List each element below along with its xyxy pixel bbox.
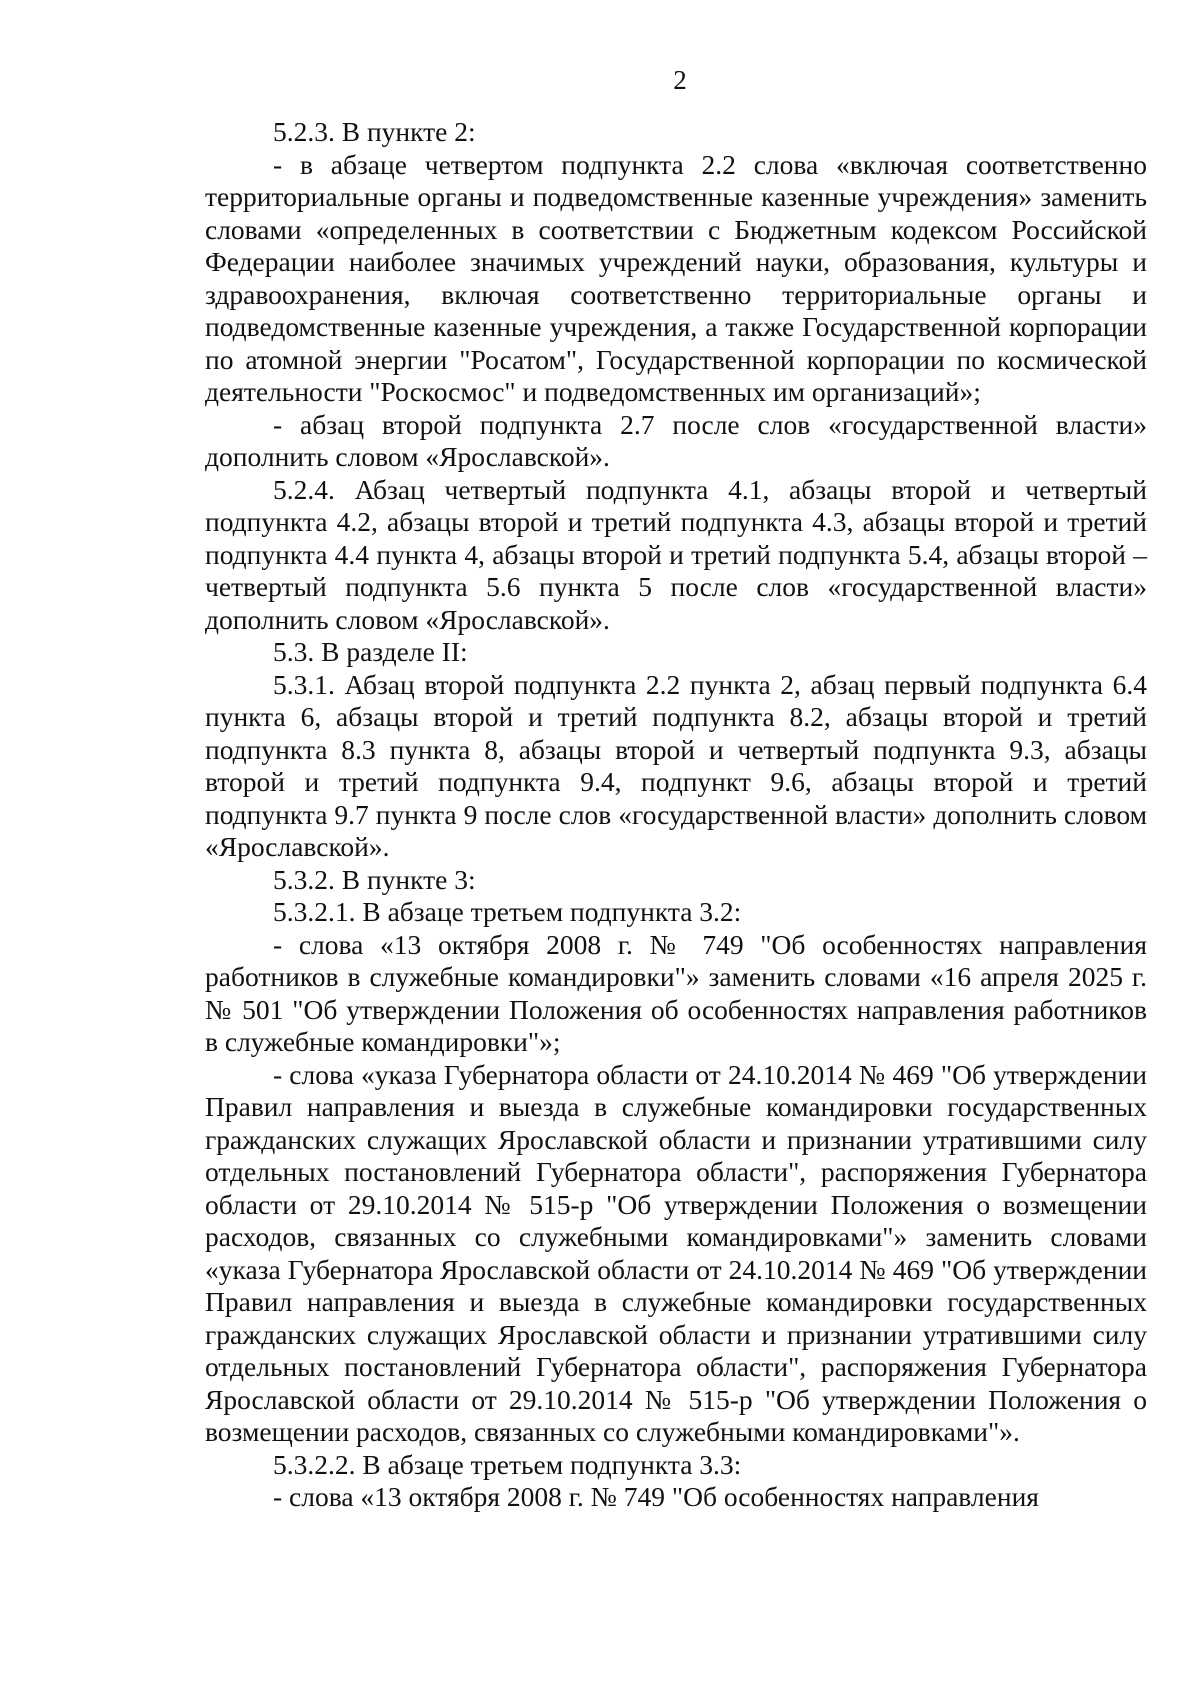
document-body — [205, 116, 1147, 1514]
paragraph-5-3-2-1-heading: 5.3.2.1. В абзаце третьем подпункта 3.2: — [273, 896, 742, 927]
paragraph-5-3-1: 5.3.1. Абзац второй подпункта 2.2 пункта 2, абзац первый подпункта 6.4 пункта 6, абзацы второй и третий подпункта 8.2, абзацы второй и третий подпункта 8.3 пункта 8, абзацы второй и четвертый подпункта 9.3, абзацы второй и третий подпункта 9.4, подпункт 9.6, абзацы второй и третий подпункта 9.7 пункта 9 после слов «государственной власти» дополнить словом «Ярославской». — [205, 668, 1147, 862]
paragraph-5-3-2-2-heading: 5.3.2.2. В абзаце третьем подпункта 3.3: — [273, 1448, 742, 1480]
paragraph-amendment-decree-749: - слова «13 октября 2008 г. № 749 "Об особенностях направления работников в служебные командировки"» заменить словами «16 апреля 2025 г. № 501 "Об утверждении Положения об особенностях направления работников в служебные командировки"»; — [205, 928, 1147, 1057]
paragraph-5-2-3-heading: 5.2.3. В пункте 2: — [273, 116, 476, 147]
paragraph-amendment-2-7: - абзац второй подпункта 2.7 после слов «государственной власти» дополнить словом «Ярославской». — [205, 408, 1147, 472]
page-number: 2 — [673, 65, 687, 95]
paragraph-5-3-heading: 5.3. В разделе II: — [273, 636, 468, 667]
paragraph-amendment-decree-469: - слова «указа Губернатора области от 24.10.2014 № 469 "Об утверждении Правил направления и выезда в служебные командировки государственных гражданских служащих Ярославской области и признании утратившими силу отдельных постановлений Губернатора области", распоряжения Губернатора области от 29.10.2014 № 515-р "Об утверждении Положения о возмещении расходов, связанных со служебными командировками"» заменить словами «указа Губернатора Ярославской области от 24.10.2014 № 469 "Об утверждении Правил направления и выезда в служебные командировки государственных гражданских служащих Ярославской области и признании утратившими силу отдельных постановлений Губернатора области", распоряжения Губернатора Ярославской области от 29.10.2014 № 515-р "Об утверждении Положения о возмещении расходов, связанных со служебными командировками"». — [205, 1058, 1147, 1447]
paragraph-amendment-3-3-continued: - слова «13 октября 2008 г. № 749 "Об особенностях направления — [273, 1481, 1039, 1512]
paragraph-5-2-4: 5.2.4. Абзац четвертый подпункта 4.1, абзацы второй и четвертый подпункта 4.2, абзацы второй и третий подпункта 4.3, абзацы второй и третий подпункта 4.4 пункта 4, абзацы второй и третий подпункта 5.4, абзацы второй – четвертый подпункта 5.6 пункта 5 после слов «государственной власти» дополнить словом «Ярославской». — [205, 473, 1147, 635]
paragraph-amendment-2-2: - в абзаце четвертом подпункта 2.2 слова «включая соответственно территориальные органы и подведомственные казенные учреждения» заменить словами «определенных в соответствии с Бюджетным кодексом Российской Федерации наиболее значимых учреждений науки, образования, культуры и здравоохранения, включая соответственно территориальные органы и подведомственные казенные учреждения, а также Государственной корпорации по атомной энергии "Росатом", Государственной корпорации по космической деятельности "Роскосмос" и подведомственных им организаций»; — [205, 148, 1147, 407]
paragraph-5-3-2-heading: 5.3.2. В пункте 3: — [273, 863, 476, 895]
